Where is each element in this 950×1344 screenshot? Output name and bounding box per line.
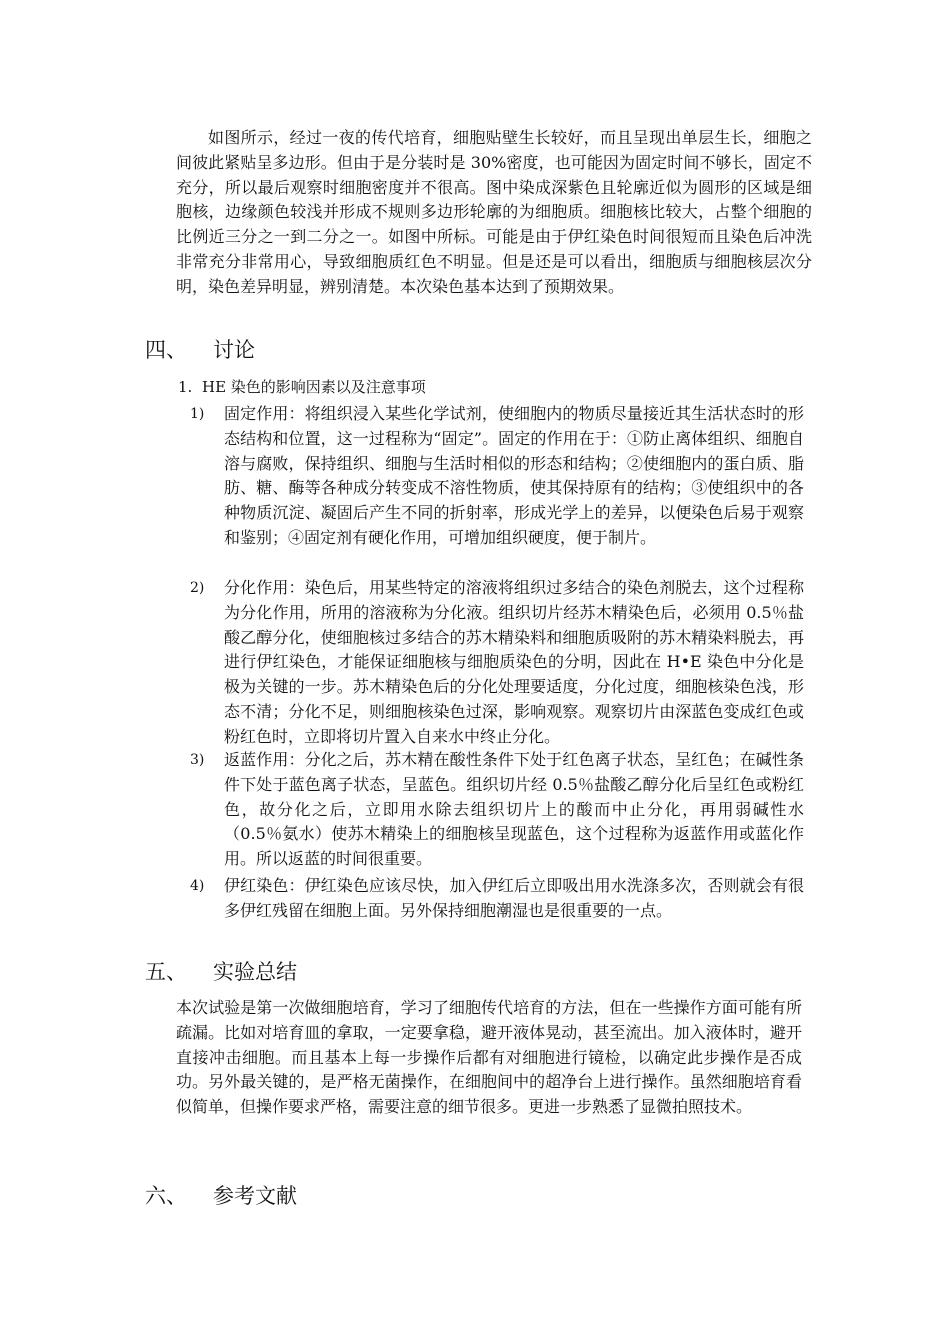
section-number: 六、 <box>145 1184 187 1208</box>
list-item-text: 伊红染色：伊红染色应该尽快，加入伊红后立即吸出用水洗涤多次，否则就会有很多伊红残留在细胞上面。另外保持细胞潮湿也是很重要的一点。 <box>224 876 804 920</box>
section-heading-summary <box>145 958 297 986</box>
summary-paragraph: 本次试验是第一次做细胞培育，学习了细胞传代培育的方法，但在一些操作方面可能有所疏漏。比如对培育皿的拿取，一定要拿稳，避开液体晃动，甚至流出。加入液体时，避开直接冲击细胞。而且基本上每一步操作后都有对细胞进行镜检，以确定此步操作是否成功。另外最关键的，是严格无菌操作，在细胞间中的超净台上进行操作。虽然细胞培育看似简单，但操作要求严格，需要注意的细节很多。更进一步熟悉了显微拍照技术。 <box>176 998 802 1117</box>
section-heading-references <box>145 1182 297 1210</box>
list-item <box>190 402 804 551</box>
list-marker: 1) <box>190 406 205 422</box>
list-item <box>190 576 804 750</box>
list-item-text: 返蓝作用：分化之后，苏木精在酸性条件下处于红色离子状态，呈红色；在碱性条件下处于蓝色离子状态，呈蓝色。组织切片经 0.5％盐酸乙醇分化后呈红色或粉红色，故分化之后，立即用水除去组织切片上的酸而中止分化，再用弱碱性水（0.5％氨水）使苏木精染上的细胞核呈现蓝色，这个过程称为返蓝作用或蓝化作用。所以返蓝的时间很重要。 <box>224 750 804 869</box>
section-title: 讨论 <box>213 338 255 362</box>
list-marker: 3) <box>190 752 205 768</box>
subheading-text: HE 染色的影响因素以及注意事项 <box>202 378 426 396</box>
section-number: 四、 <box>145 338 187 362</box>
section-number: 五、 <box>145 960 187 984</box>
section-title: 实验总结 <box>213 960 297 984</box>
list-item-text: 分化作用：染色后，用某些特定的溶液将组织过多结合的染色剂脱去，这个过程称为分化作用，所用的溶液称为分化液。组织切片经苏木精染色后，必须用 0.5％盐酸乙醇分化，使细胞核过多结合的苏木精染料和细胞质吸附的苏木精染料脱去，再进行伊红染色，才能保证细胞核与细胞质染色的分明，因此在 H•E 染色中分化是极为关键的一步。苏木精染色后的分化处理要适度，分化过度，细胞核染色浅，形态不清；分化不足，则细胞核染色过深，影响观察。观察切片由深蓝色变成红色或粉红色时，立即将切片置入自来水中终止分化。 <box>224 578 804 746</box>
intro-paragraph: 如图所示，经过一夜的传代培育，细胞贴壁生长较好，而且呈现出单层生长，细胞之间彼此紧贴呈多边形。但由于是分装时是 30%密度，也可能因为固定时间不够长，固定不充分，所以最后观察时细胞密度并不很高。图中染成深紫色且轮廓近似为圆形的区域是细胞核，边缘颜色较浅并形成不规则多边形轮廓的为细胞质。细胞核比较大，占整个细胞的比例近三分之一到二分之一。如图中所标。可能是由于伊红染色时间很短而且染色后冲洗非常充分非常用心，导致细胞质红色不明显。但是还是可以看出，细胞质与细胞核层次分明，染色差异明显，辨别清楚。本次染色基本达到了预期效果。 <box>176 128 812 296</box>
list-marker: 2) <box>190 580 205 596</box>
list-marker: 4) <box>190 878 205 894</box>
section-heading-discussion <box>145 336 255 364</box>
section-title: 参考文献 <box>213 1184 297 1208</box>
subheading-number: 1. <box>178 378 193 396</box>
list-item <box>190 874 804 924</box>
list-item <box>190 748 804 872</box>
subheading-he-staining <box>178 376 426 398</box>
list-item-text: 固定作用：将组织浸入某些化学试剂，使细胞内的物质尽量接近其生活状态时的形态结构和位置，这一过程称为“固定”。固定的作用在于：①防止离体组织、细胞自溶与腐败，保持组织、细胞与生活时相似的形态和结构；②使细胞内的蛋白质、脂肪、糖、酶等各种成分转变成不溶性物质，使其保持原有的结构；③使组织中的各种物质沉淀、凝固后产生不同的折射率，形成光学上的差异，以便染色后易于观察和鉴别；④固定剂有硬化作用，可增加组织硬度，便于制片。 <box>224 404 804 547</box>
